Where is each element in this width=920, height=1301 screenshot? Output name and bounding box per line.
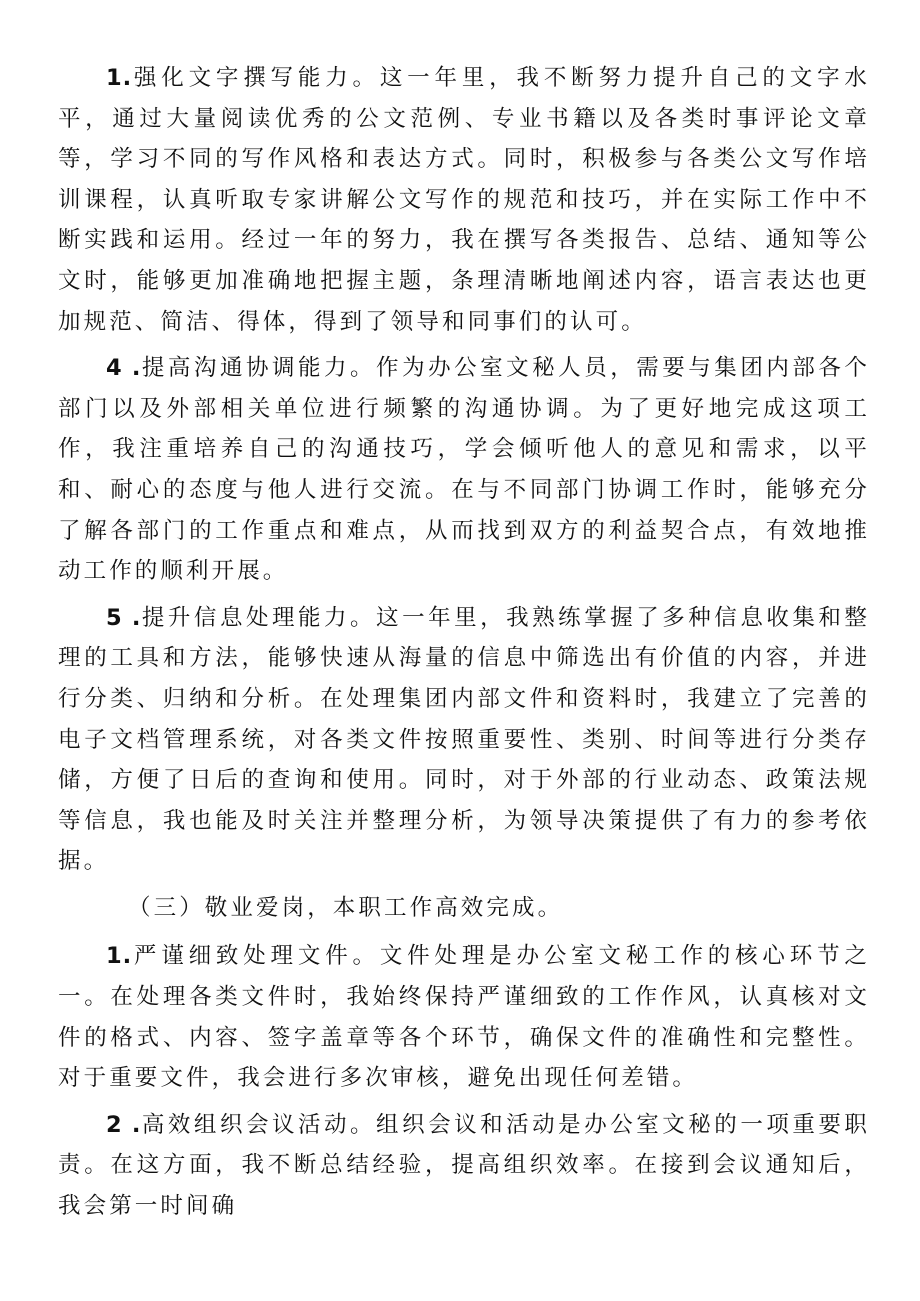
section-heading: （三）敬业爱岗，本职工作高效完成。 (128, 894, 564, 921)
paragraph-text: 严谨细致处理文件。文件处理是办公室文秘工作的核心环节之一。在处理各类文件时，我始终保持严谨细致的工作作风，认真核对文件的格式、内容、签字盖章等各个环节，确保文件的准确性和完整性。对于重要文件，我会进行多次审核，避免出现任何差错。 (58, 943, 870, 1092)
paragraph-writing-skills (58, 58, 870, 342)
paragraph-number: 2 . (106, 1111, 142, 1138)
paragraph-number: 1. (106, 65, 133, 91)
paragraph-text: 强化文字撰写能力。这一年里，我不断努力提升自己的文字水平，通过大量阅读优秀的公文范例、专业书籍以及各类时事评论文章等，学习不同的写作风格和表达方式。同时，积极参与各类公文写作培训课程，认真听取专家讲解公文写作的规范和技巧，并在实际工作中不断实践和运用。经过一年的努力，我在撰写各类报告、总结、通知等公文时，能够更加准确地把握主题，条理清晰地阐述内容，语言表达也更加规范、简洁、得体，得到了领导和同事们的认可。 (58, 65, 870, 335)
paragraph-text: 高效组织会议活动。组织会议和活动是办公室文秘的一项重要职责。在这方面，我不断总结经验，提高组织效率。在接到会议通知后，我会第一时间确 (58, 1111, 870, 1220)
paragraph-file-handling (58, 936, 870, 1098)
paragraph-text: 提高沟通协调能力。作为办公室文秘人员，需要与集团内部各个部门以及外部相关单位进行频繁的沟通协调。为了更好地完成这项工作，我注重培养自己的沟通技巧，学会倾听他人的意见和需求，以平和、耐心的态度与他人进行交流。在与不同部门协调工作时，能够充分了解各部门的工作重点和难点，从而找到双方的利益契合点，有效地推动工作的顺利开展。 (58, 355, 870, 585)
paragraph-communication-skills (58, 348, 870, 592)
paragraph-text: 提升信息处理能力。这一年里，我熟练掌握了多种信息收集和整理的工具和方法，能够快速从海量的信息中筛选出有价值的内容，并进行分类、归纳和分析。在处理集团内部文件和资料时，我建立了完善的电子文档管理系统，对各类文件按照重要性、类别、时间等进行分类存储，方便了日后的查询和使用。同时，对于外部的行业动态、政策法规等信息，我也能及时关注并整理分析，为领导决策提供了有力的参考依据。 (58, 604, 870, 875)
paragraph-information-processing (58, 598, 870, 882)
paragraph-number: 1. (106, 943, 133, 970)
paragraph-number: 4 . (106, 355, 142, 382)
paragraph-number: 5 . (106, 604, 142, 631)
paragraph-meeting-organization (58, 1105, 870, 1227)
